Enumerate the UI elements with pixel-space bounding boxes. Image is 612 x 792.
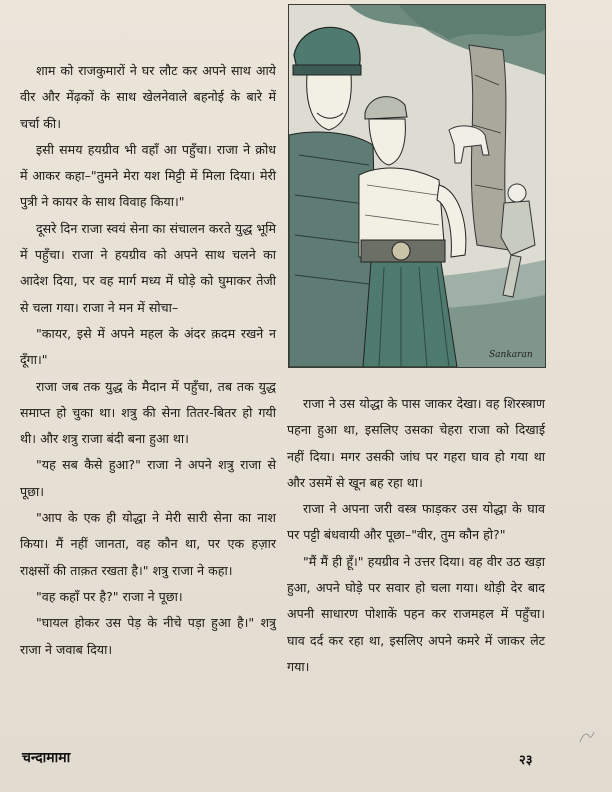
right-text-column (287, 391, 545, 680)
paragraph: "यह सब कैसे हुआ?" राजा ने अपने शत्रु राजा से पूछा। (20, 457, 276, 499)
paragraph: "मैं मैं ही हूँ।" हयग्रीव ने उत्तर दिया। वह वीर उठ खड़ा हुआ, अपने घोड़े पर सवार हो चला गया। थोड़ी देर बाद अपनी साधारण पोशाकें पहन कर राजमहल में पहुँचा। घाव दर्द कर रहा था, इसलिए अपने कमरे में जाकर लेट गया। (287, 553, 545, 674)
illustration-king-and-warrior-icon (289, 5, 545, 367)
page-number: २३ (519, 753, 533, 768)
paragraph: राजा जब तक युद्ध के मैदान में पहुँचा, तब तक युद्ध समाप्त हो चुका था। शत्रु की सेना तितर-बितर हो गयी थी। और शत्रु राजा बंदी बना हुआ था। (20, 378, 276, 447)
left-text-column (20, 58, 276, 663)
paragraph: शाम को राजकुमारों ने घर लौट कर अपने साथ आये वीर और मेंढ़कों के साथ खेलनेवाले बहनोई के बारे में चर्चा की। (20, 63, 276, 131)
magazine-title: चन्दामामा (22, 750, 71, 766)
pencil-mark-icon (577, 728, 597, 746)
paragraph: दूसरे दिन राजा स्वयं सेना का संचालन करते युद्ध भूमि में पहुँचा। राजा ने हयग्रीव को अपने साथ चलने का आदेश दिया, पर वह मार्ग मध्य में घोड़े को घुमाकर तेजी से चला गया। राजा ने मन में सोचा– (20, 220, 276, 315)
story-illustration (288, 4, 546, 368)
artist-signature: Sankaran (489, 350, 533, 360)
paragraph: "आप के एक ही योद्धा ने मेरी सारी सेना का नाश किया। मैं नहीं जानता, वह कौन था, पर एक हज़ार राक्षसों की ताक़त रखता है।" शत्रु राजा ने कहा। (20, 510, 276, 578)
paragraph: इसी समय हयग्रीव भी वहाँ आ पहुँचा। राजा ने क्रोध में आकर कहा–"तुमने मेरा यश मिट्टी में मिला दिया। मेरी पुत्री ने कायर के साथ विवाह किया।" (20, 141, 276, 210)
paragraph: राजा ने उस योद्धा के पास जाकर देखा। वह शिरस्त्राण पहना हुआ था, इसलिए उसका चेहरा राजा को दिखाई नहीं दिया। मगर उसकी जांघ पर गहरा घाव हो गया था और उसमें से खून बह रहा था। (287, 396, 545, 490)
paragraph: "घायल होकर उस पेड़ के नीचे पड़ा हुआ है।" शत्रु राजा ने जवाब दिया। (20, 615, 276, 657)
paragraph: राजा ने अपना जरी वस्त्र फाड़कर उस योद्धा के घाव पर पट्टी बंधवायी और पूछा–"वीर, तुम कौन हो?" (287, 501, 545, 543)
paragraph: "कायर, इसे में अपने महल के अंदर क़दम रखने न दूँगा।" (20, 325, 276, 368)
paragraph: "वह कहाँ पर है?" राजा ने पूछा। (36, 588, 183, 604)
